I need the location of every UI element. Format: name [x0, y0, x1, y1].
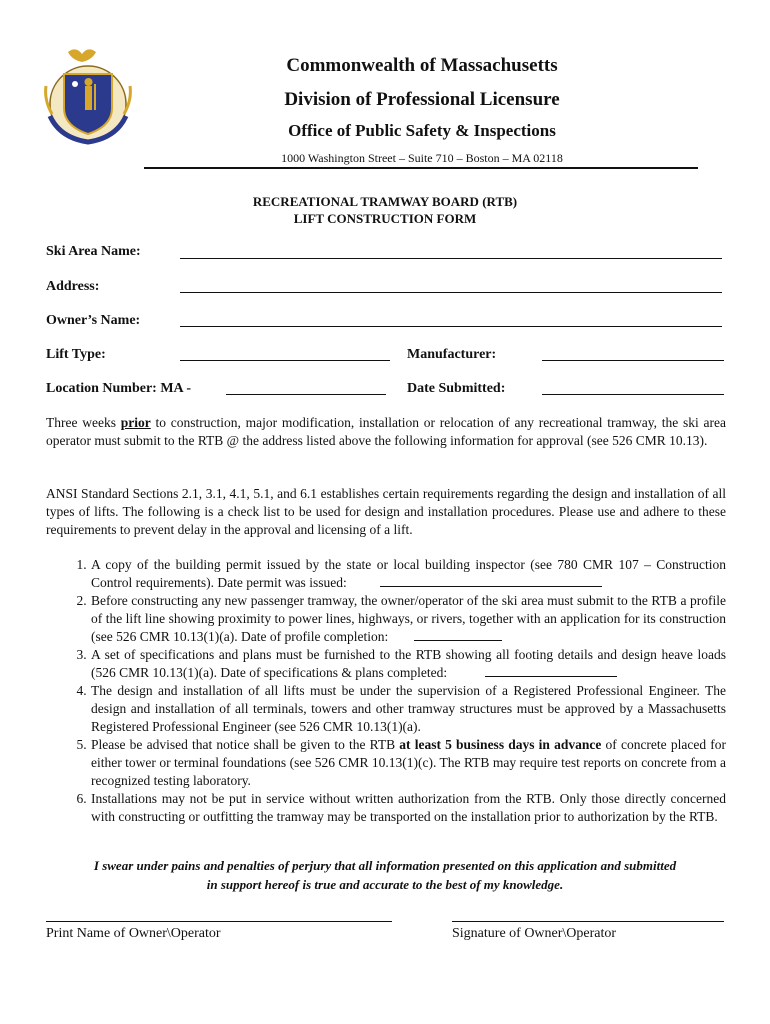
address-label: Address:	[46, 279, 100, 294]
ski-area-name-label: Ski Area Name:	[46, 244, 141, 259]
owners-name-field[interactable]	[180, 326, 722, 327]
manufacturer-field[interactable]	[542, 360, 724, 361]
owners-name-label: Owner’s Name:	[46, 313, 141, 328]
manufacturer-label: Manufacturer:	[407, 347, 497, 362]
date-submitted-field[interactable]	[542, 394, 724, 395]
perjury-oath: I swear under pains and penalties of perjury that all information presented on this application and submitted in support hereof is true and accurate to the best of my knowledge.	[93, 858, 677, 892]
list-item: 6. Installations may not be put in service without written authorization from the RTB. Only those directly concerned with constructing or outfitting the tramway may be transported on the installation prior to authorization by the RTB.	[90, 790, 726, 826]
location-number-label: Location Number: MA -	[46, 381, 192, 396]
ansi-paragraph: ANSI Standard Sections 2.1, 3.1, 4.1, 5.1, and 6.1 establishes certain requirements regarding the design and installation of all types of lifts. The following is a check list to be used for design and installation procedures. Please use and adhere to these requirements to prevent delay in the approval and licensing of a lift.	[46, 486, 726, 537]
list-item: 3. A set of specifications and plans must be furnished to the RTB showing all footing details and design heave loads (526 CMR 10.13(1)(a). Date of specifications & plans completed:	[90, 646, 726, 682]
checklist	[46, 556, 726, 826]
date-submitted-label: Date Submitted:	[407, 381, 506, 396]
prior-emphasis: prior	[120, 415, 151, 430]
form-title-board: RECREATIONAL TRAMWAY BOARD (RTB)	[252, 194, 518, 209]
office-address: 1000 Washington Street – Suite 710 – Boston – MA 02118	[281, 151, 563, 165]
division-title: Division of Professional Licensure	[284, 89, 560, 110]
list-item: 2. Before constructing any new passenger tramway, the owner/operator of the ski area must submit to the RTB a profile of the lift line showing proximity to power lines, highways, or rivers, together with an application for its construction (see 526 CMR 10.13(1)(a). Date of profile completion:	[90, 592, 726, 646]
signature-label: Signature of Owner\Operator	[452, 926, 617, 941]
massachusetts-seal-icon	[42, 46, 134, 146]
office-title: Office of Public Safety & Inspections	[288, 121, 556, 140]
list-item: 1. A copy of the building permit issued by the state or local building inspector (see 780 CMR 107 – Construction Control requirements). Date permit was issued:	[90, 556, 726, 592]
form-title-form: LIFT CONSTRUCTION FORM	[293, 211, 477, 226]
location-number-field[interactable]	[226, 394, 386, 395]
header-divider	[144, 167, 698, 169]
intro-paragraph: Three weeks prior to construction, major modification, installation or relocation of any recreational tramway, the ski area operator must submit to the RTB @ the address listed above the following information for approval (see 526 CMR 10.13).	[46, 415, 726, 448]
lift-type-field[interactable]	[180, 360, 390, 361]
list-item: 5. Please be advised that notice shall be given to the RTB at least 5 business days in advance of concrete placed for either tower or terminal foundations (see 526 CMR 10.13(1)(c). The RTB may require test reports on concrete from a recognized testing laboratory.	[90, 736, 726, 790]
permit-date-field[interactable]	[380, 585, 602, 587]
address-field[interactable]	[180, 292, 722, 293]
profile-date-field[interactable]	[414, 639, 502, 641]
org-title: Commonwealth of Massachusetts	[286, 55, 558, 76]
print-name-field[interactable]	[46, 921, 392, 922]
signature-field[interactable]	[452, 921, 724, 922]
print-name-label: Print Name of Owner\Operator	[46, 926, 221, 941]
lift-type-label: Lift Type:	[46, 347, 106, 362]
list-item: 4. The design and installation of all lifts must be under the supervision of a Registered Professional Engineer. The design and installation of all terminals, towers and other tramway structures must be approved by a Massachusetts Registered Professional Engineer (see 526 CMR 10.13(1)(a).	[90, 682, 726, 736]
specs-date-field[interactable]	[485, 675, 617, 677]
ski-area-name-field[interactable]	[180, 258, 722, 259]
